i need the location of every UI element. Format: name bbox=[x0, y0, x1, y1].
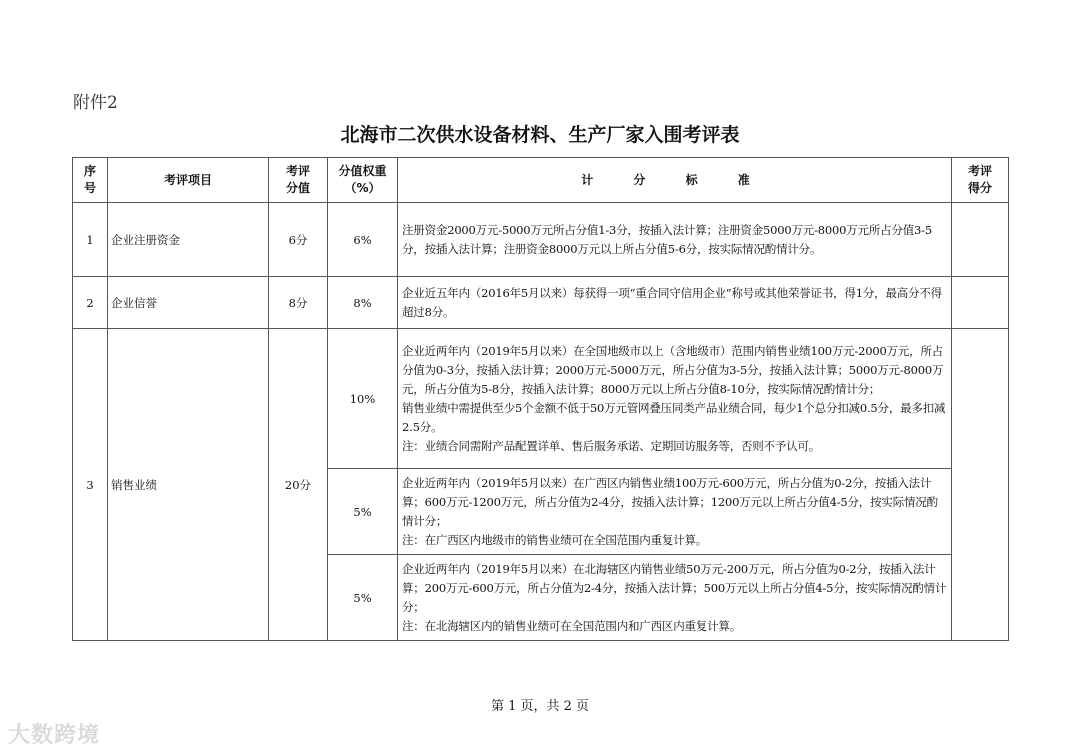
row-criteria: 企业近两年内（2019年5月以来）在广西区内销售业绩100万元-600万元，所占分值为0-2分，按插入法计算；600万元-1200万元，所占分值为2-4分，按插入法计算；1200万元以上所占分值4-5分，按实际情况酌情计分； 注：在广西区内地级市的销售业绩可在全国范围内重复计算。 bbox=[398, 469, 952, 555]
row-seq: 3 bbox=[73, 329, 108, 641]
page-footer: 第 1 页，共 2 页 bbox=[490, 699, 590, 714]
watermark-logo: 大数跨境 bbox=[8, 723, 101, 748]
row-weight: 8% bbox=[328, 277, 398, 329]
row-criteria: 企业近两年内（2019年5月以来）在全国地级市以上（含地级市）范围内销售业绩100万元-2000万元，所占分值为0-3分，按插入法计算；2000万元-5000万元，所占分值为3-5分，按插入法计算；5000万元-8000万元，所占分值为5-8分，按插入法计算；8000万元以上所占分值8-10分，按实际情况酌情计分； 销售业绩中需提供至少5个金额不低于50万元管网叠压同类产品业绩合同，每少1个总分扣减0.5分，最多扣减2.5分。 注：业绩合同需附产品配置详单、售后服务承诺、定期回访服务等，否则不予认可。 bbox=[398, 329, 952, 469]
row-weight: 5% bbox=[328, 555, 398, 641]
row-item: 销售业绩 bbox=[108, 329, 269, 641]
row-score: 20分 bbox=[269, 329, 328, 641]
row-weight: 5% bbox=[328, 469, 398, 555]
row-criteria: 注册资金2000万元-5000万元所占分值1-3分，按插入法计算；注册资金5000万元-8000万元所占分值3-5分，按插入法计算；注册资金8000万元以上所占分值5-6分，按实际情况酌情计分。 bbox=[398, 203, 952, 277]
row-seq: 2 bbox=[73, 277, 108, 329]
row-score: 6分 bbox=[269, 203, 328, 277]
evaluation-table bbox=[72, 157, 1009, 641]
header-seq: 序号 bbox=[73, 158, 108, 203]
row-got bbox=[952, 277, 1009, 329]
header-weight: 分值权重（%） bbox=[328, 158, 398, 203]
header-got: 考评得分 bbox=[952, 158, 1009, 203]
table-row bbox=[73, 203, 1009, 277]
row-criteria: 企业近五年内（2016年5月以来）每获得一项“重合同守信用企业”称号或其他荣誉证书，得1分，最高分不得超过8分。 bbox=[398, 277, 952, 329]
header-criteria: 计 分 标 准 bbox=[398, 158, 952, 203]
document-title: 北海市二次供水设备材料、生产厂家入围考评表 bbox=[340, 124, 740, 146]
row-got bbox=[952, 329, 1009, 641]
attachment-label: 附件2 bbox=[73, 93, 118, 113]
row-score: 8分 bbox=[269, 277, 328, 329]
row-seq: 1 bbox=[73, 203, 108, 277]
row-weight: 6% bbox=[328, 203, 398, 277]
table-row bbox=[73, 277, 1009, 329]
table-row bbox=[73, 329, 1009, 469]
row-got bbox=[952, 203, 1009, 277]
header-score: 考评分值 bbox=[269, 158, 328, 203]
row-item: 企业信誉 bbox=[108, 277, 269, 329]
table-header-row bbox=[73, 158, 1009, 203]
header-item: 考评项目 bbox=[108, 158, 269, 203]
row-criteria: 企业近两年内（2019年5月以来）在北海辖区内销售业绩50万元-200万元，所占分值为0-2分，按插入法计算；200万元-600万元，所占分值为2-4分，按插入法计算；500万元以上所占分值4-5分，按实际情况酌情计分； 注：在北海辖区内的销售业绩可在全国范围内和广西区内重复计算。 bbox=[398, 555, 952, 641]
row-item: 企业注册资金 bbox=[108, 203, 269, 277]
row-weight: 10% bbox=[328, 329, 398, 469]
